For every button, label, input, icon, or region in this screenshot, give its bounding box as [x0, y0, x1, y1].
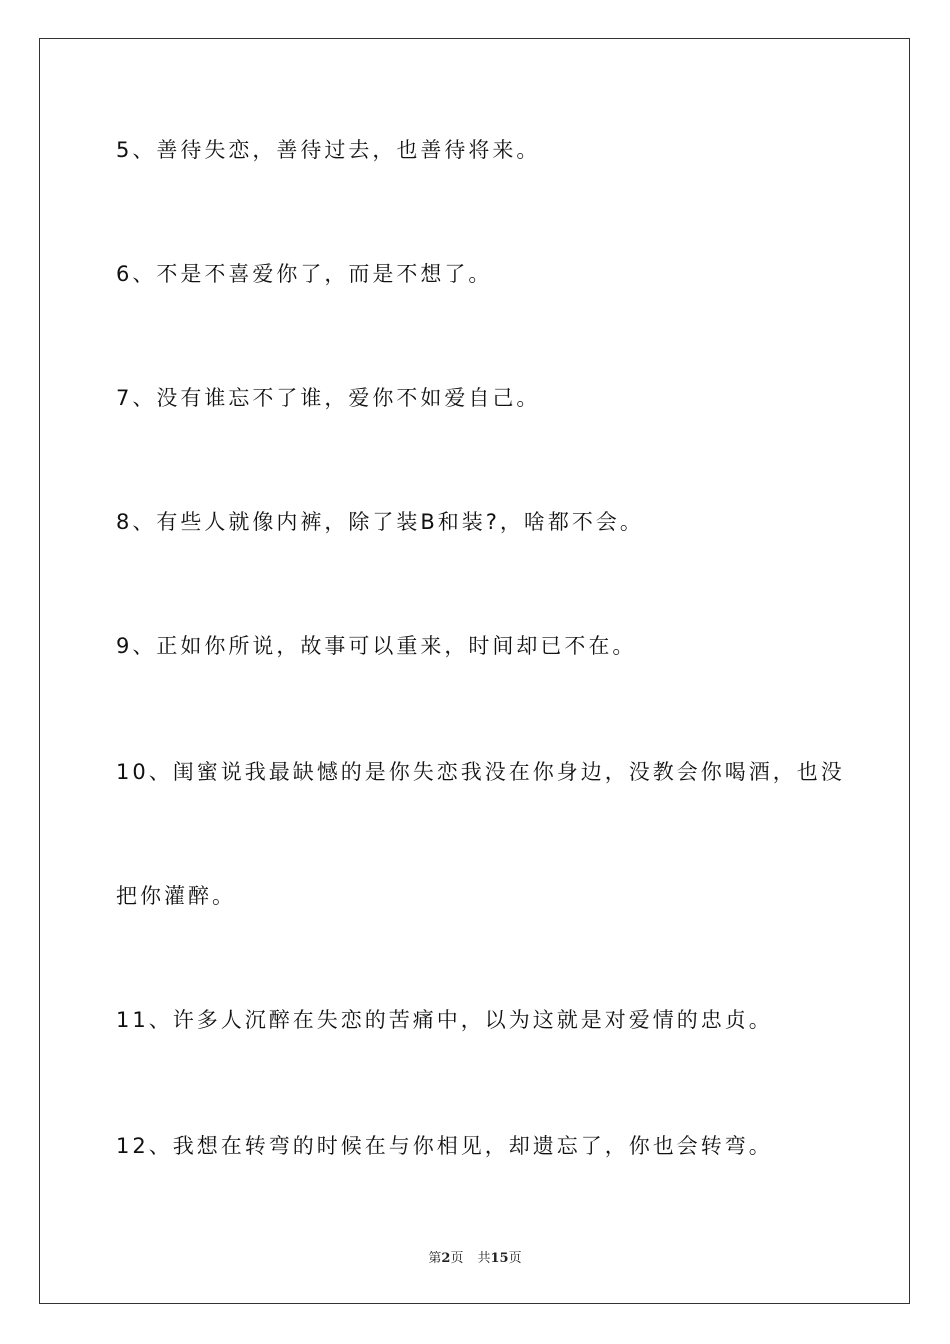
page-footer [0, 1247, 950, 1266]
total-prefix: 共 [477, 1251, 491, 1266]
text-line-11: 11、许多人沉醉在失恋的苦痛中，以为这就是对爱情的忠贞。 [116, 1008, 773, 1032]
total-suffix: 页 [508, 1251, 522, 1266]
page-prefix: 第 [428, 1251, 442, 1266]
text-line-12: 12、我想在转弯的时候在与你相见，却遗忘了，你也会转弯。 [116, 1134, 773, 1158]
page-border [39, 38, 910, 1304]
page-number: 2 [441, 1251, 451, 1266]
text-line-5: 5、善待失恋，善待过去，也善待将来。 [116, 138, 541, 162]
text-line-8: 8、有些人就像内裤，除了装B和装?，啥都不会。 [116, 510, 644, 534]
total-pages: 15 [490, 1251, 509, 1266]
text-line-6: 6、不是不喜爱你了，而是不想了。 [116, 262, 493, 286]
text-line-10-continued: 把你灌醉。 [116, 884, 236, 908]
text-line-10: 10、闺蜜说我最缺憾的是你失恋我没在你身边，没教会你喝酒，也没 [116, 760, 845, 784]
page-suffix: 页 [450, 1251, 464, 1266]
text-line-9: 9、正如你所说，故事可以重来，时间却已不在。 [116, 634, 637, 658]
text-line-7: 7、没有谁忘不了谁，爱你不如爱自己。 [116, 386, 541, 410]
